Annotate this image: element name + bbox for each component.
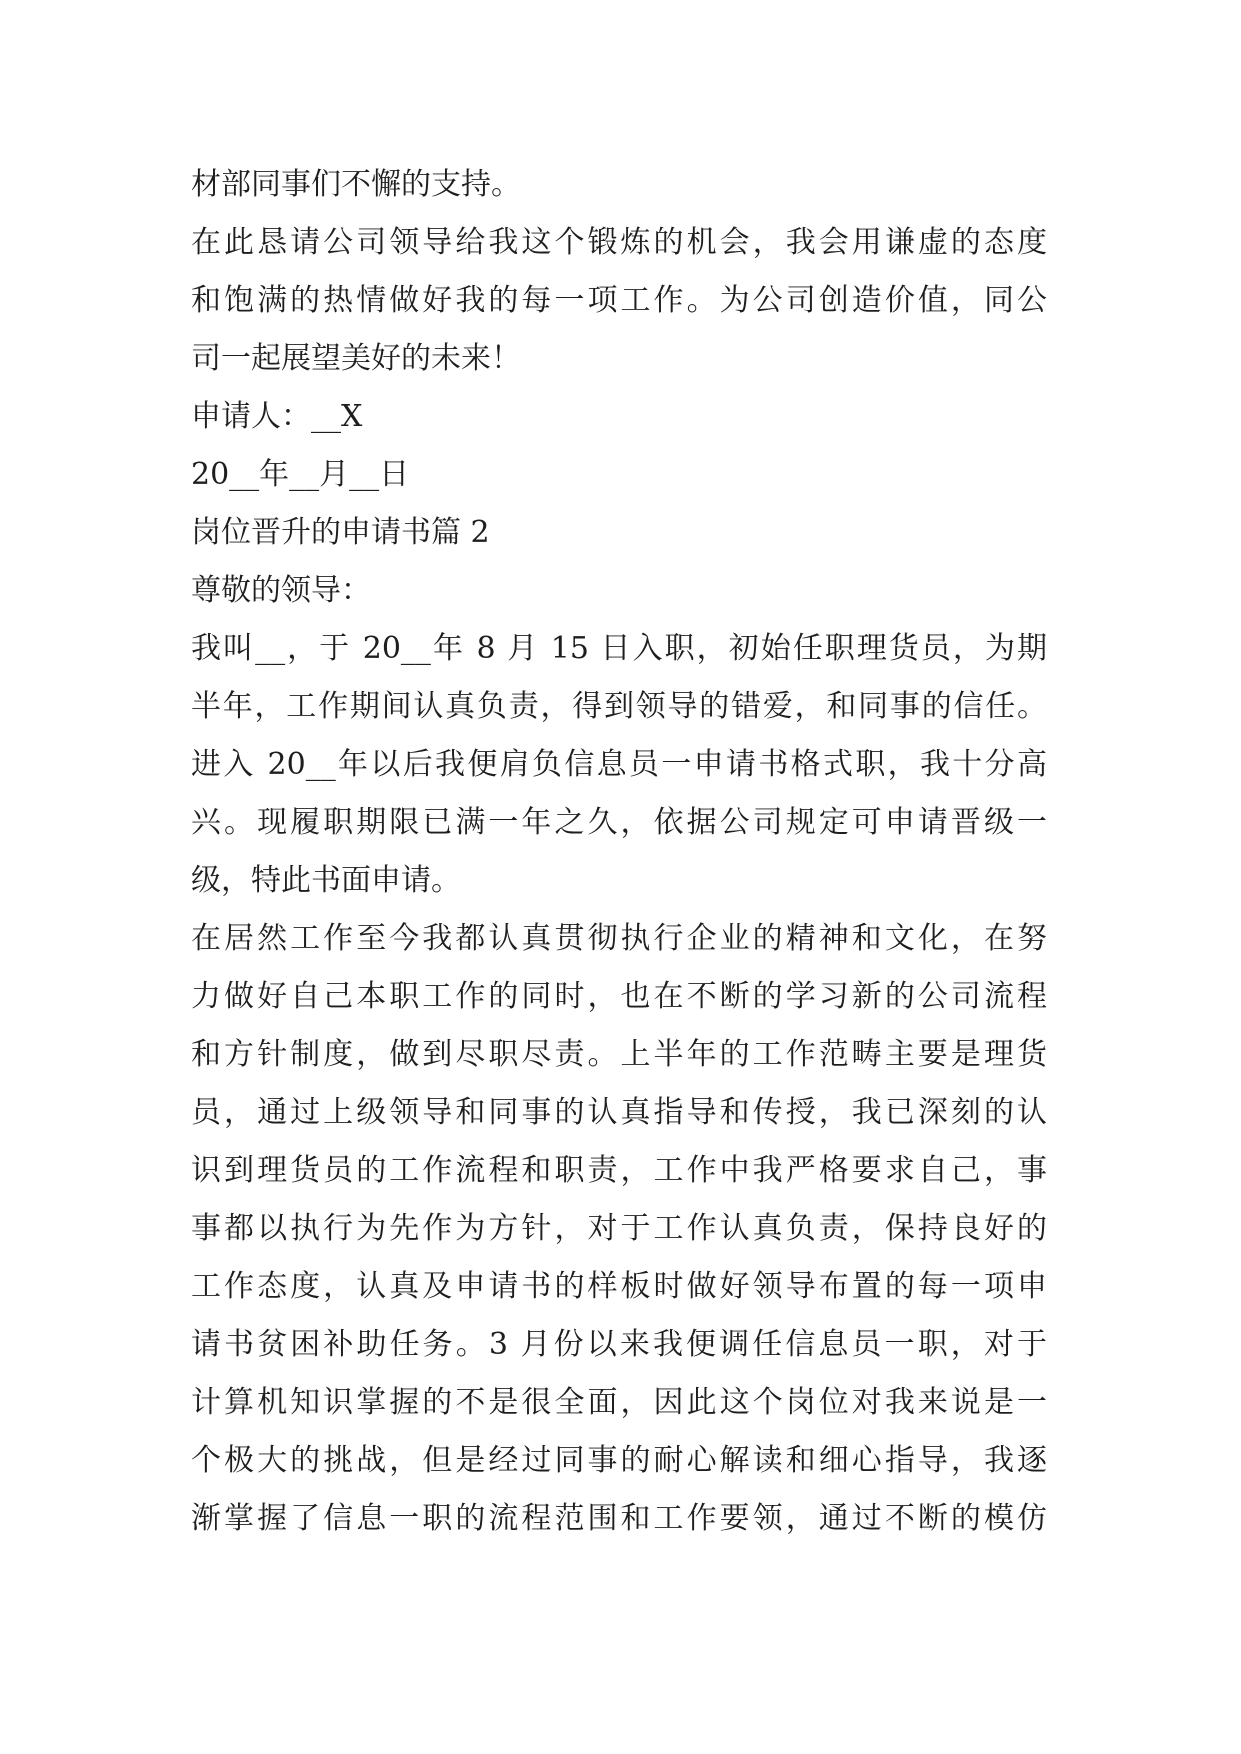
text-line: 和方针制度，做到尽职尽责。上半年的工作范畴主要是理货 <box>191 1037 1047 1072</box>
text-line: 司一起展望美好的未来！ <box>191 341 521 376</box>
date-line: 20__年__月__日 <box>191 457 410 492</box>
text-line: 工作态度，认真及申请书的样板时做好领导布置的每一项申 <box>191 1269 1047 1304</box>
text-line: 识到理货员的工作流程和职责，工作中我严格要求自己，事 <box>191 1153 1047 1188</box>
text-line: 计算机知识掌握的不是很全面，因此这个岗位对我来说是一 <box>191 1385 1047 1420</box>
text-line: 进入 20__年以后我便肩负信息员一申请书格式职，我十分高 <box>191 747 1047 782</box>
text-line: 渐掌握了信息一职的流程范围和工作要领，通过不断的模仿 <box>191 1501 1047 1536</box>
text-line: 事都以执行为先作为方针，对于工作认真负责，保持良好的 <box>191 1211 1047 1246</box>
section-heading: 岗位晋升的申请书篇 2 <box>191 515 490 550</box>
text-line: 个极大的挑战，但是经过同事的耐心解读和细心指导，我逐 <box>191 1443 1047 1478</box>
text-line: 员，通过上级领导和同事的认真指导和传授，我已深刻的认 <box>191 1095 1047 1130</box>
text-line: 兴。现履职期限已满一年之久，依据公司规定可申请晋级一 <box>191 805 1047 840</box>
text-line: 和饱满的热情做好我的每一项工作。为公司创造价值，同公 <box>191 283 1047 318</box>
text-line: 半年，工作期间认真负责，得到领导的错爱，和同事的信任。 <box>191 689 1047 724</box>
text-line: 我叫__，于 20__年 8 月 15 日入职，初始任职理货员，为期 <box>191 631 1047 666</box>
text-line: 材部同事们不懈的支持。 <box>191 167 521 202</box>
text-line: 请书贫困补助任务。3 月份以来我便调任信息员一职，对于 <box>191 1327 1047 1362</box>
text-line: 在此恳请公司领导给我这个锻炼的机会，我会用谦虚的态度 <box>191 225 1047 260</box>
text-line: 力做好自己本职工作的同时，也在不断的学习新的公司流程 <box>191 979 1047 1014</box>
text-line: 级，特此书面申请。 <box>191 863 461 898</box>
salutation: 尊敬的领导： <box>191 573 371 608</box>
applicant-line: 申请人：__X <box>191 399 363 434</box>
text-line: 在居然工作至今我都认真贯彻执行企业的精神和文化，在努 <box>191 921 1047 956</box>
